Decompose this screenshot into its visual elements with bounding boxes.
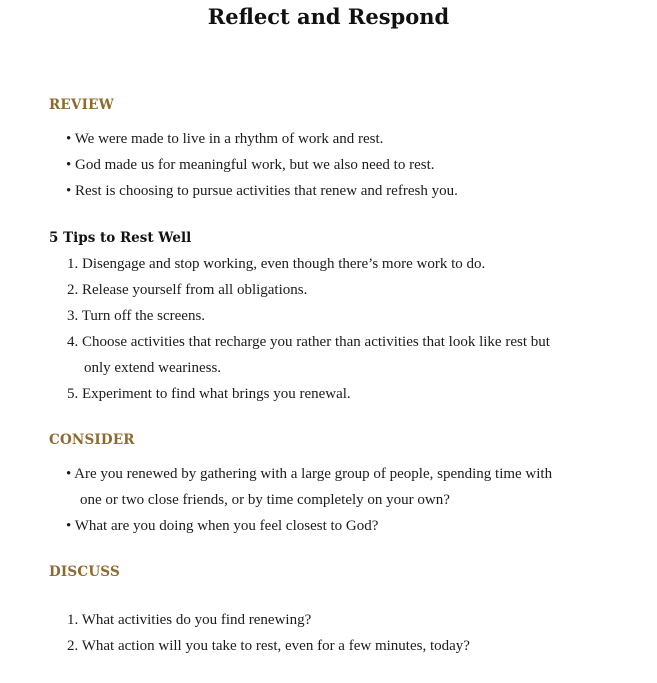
tip-item: 4. Choose activities that recharge you rather than activities that look like rest but: [67, 334, 550, 350]
review-heading: REVIEW: [49, 97, 114, 113]
consider-bullet: • What are you doing when you feel closest to God?: [66, 518, 379, 534]
tips-heading: 5 Tips to Rest Well: [49, 230, 192, 246]
discuss-item: 2. What action will you take to rest, even for a few minutes, today?: [67, 638, 470, 654]
review-bullet: • Rest is choosing to pursue activities that renew and refresh you.: [66, 183, 458, 199]
discuss-heading: DISCUSS: [49, 564, 120, 580]
page-title: Reflect and Respond: [207, 4, 450, 29]
tip-item-continuation: only extend weariness.: [84, 360, 222, 376]
tip-item: 5. Experiment to find what brings you renewal.: [67, 386, 351, 402]
consider-bullet: • Are you renewed by gathering with a large group of people, spending time with: [66, 466, 553, 482]
review-bullet: • We were made to live in a rhythm of work and rest.: [66, 131, 384, 147]
discuss-item: 1. What activities do you find renewing?: [67, 612, 312, 628]
tip-item: 2. Release yourself from all obligations.: [67, 282, 308, 298]
tip-item: 3. Turn off the screens.: [67, 308, 206, 324]
consider-heading: CONSIDER: [49, 432, 135, 448]
tip-item: 1. Disengage and stop working, even though there’s more work to do.: [67, 256, 486, 272]
consider-bullet-continuation: one or two close friends, or by time completely on your own?: [80, 492, 450, 508]
review-bullet: • God made us for meaningful work, but we also need to rest.: [66, 157, 435, 173]
